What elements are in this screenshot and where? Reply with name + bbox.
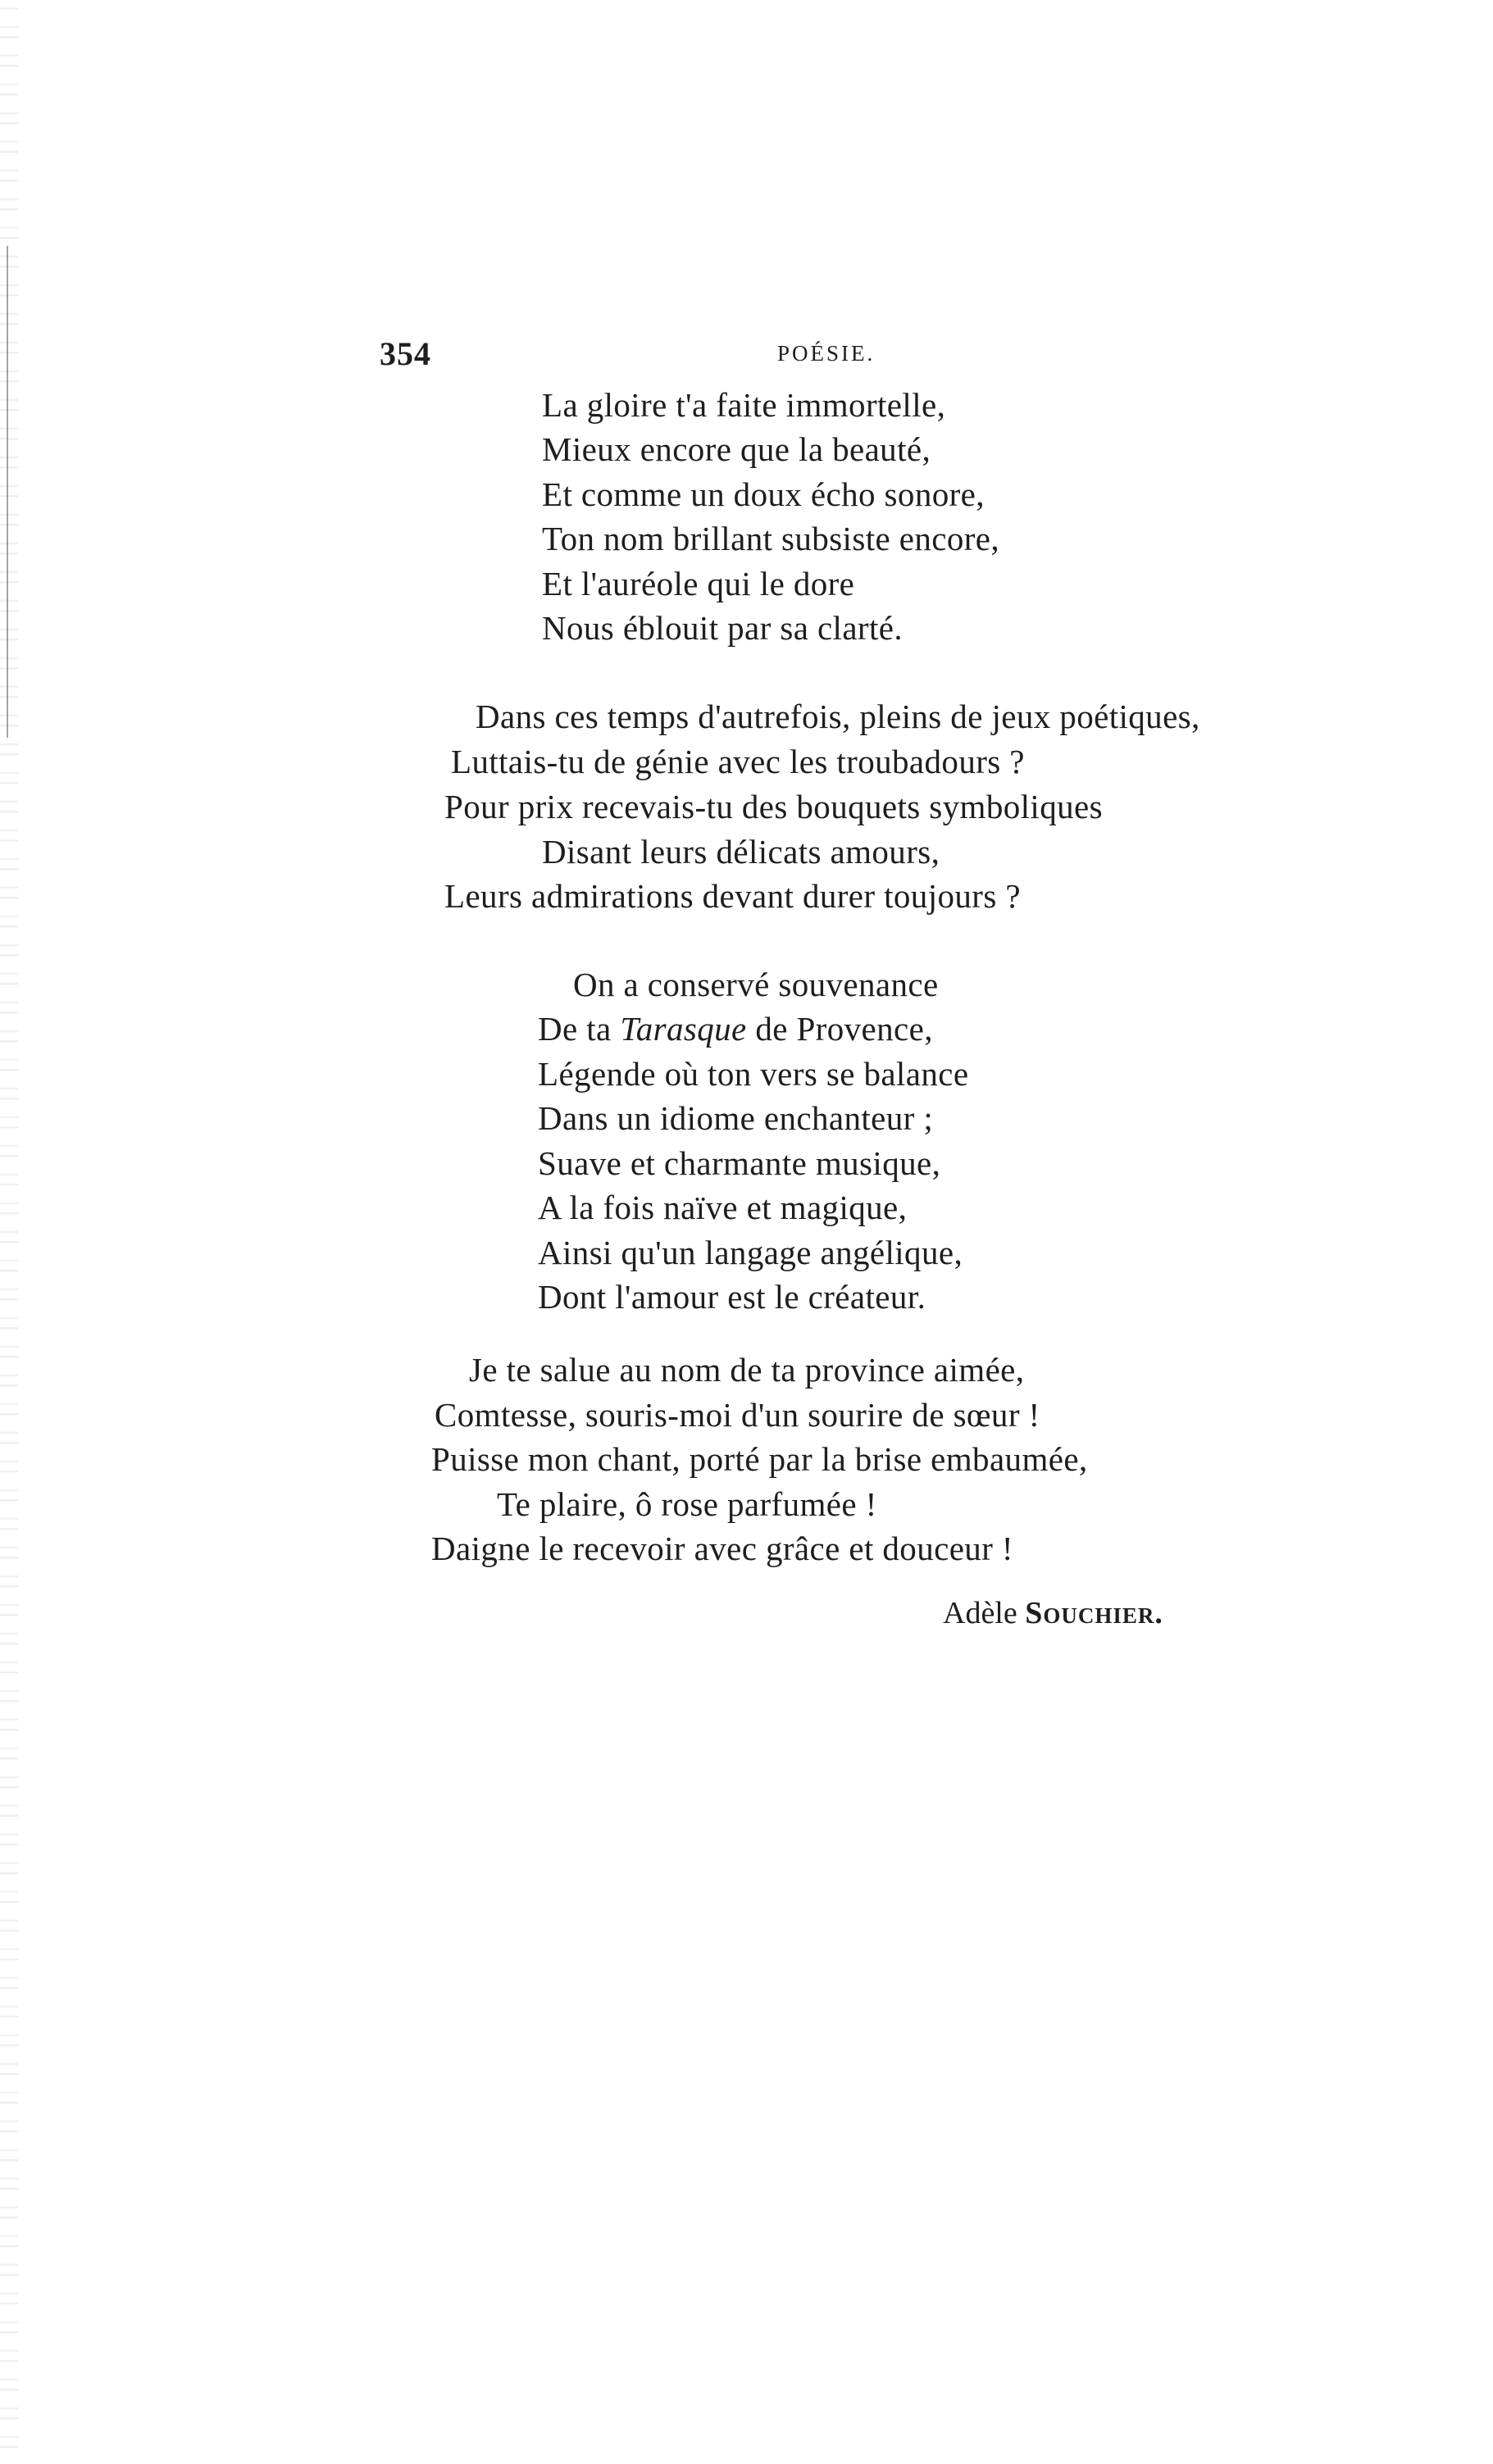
verse-line: Suave et charmante musique, [538, 1144, 941, 1182]
verse-text: De ta [538, 1010, 612, 1048]
verse-line: On a conservé souvenance [573, 966, 939, 1003]
verse-line: Pour prix recevais-tu des bouquets symboliques [444, 788, 1103, 825]
verse-line: La gloire t'a faite immortelle, [542, 386, 946, 424]
verse-line: Luttais-tu de génie avec les troubadours ? [451, 743, 1025, 780]
verse-line: Et comme un doux écho sonore, [542, 475, 985, 513]
verse-line: Nous éblouit par sa clarté. [542, 609, 904, 647]
verse-line: Dans ces temps d'autrefois, pleins de jeux poétiques, [476, 698, 1200, 735]
work-title-italic: Tarasque [620, 1010, 747, 1048]
verse-line: Mieux encore que la beauté, [542, 430, 931, 468]
verse-line: Daigne le recevoir avec grâce et douceur ! [431, 1530, 1013, 1567]
author-signature [943, 1595, 1163, 1631]
verse-line: Et l'auréole qui le dore [542, 565, 855, 602]
verse-line: Ainsi qu'un langage angélique, [538, 1234, 963, 1271]
verse-line: A la fois naïve et magique, [538, 1189, 908, 1226]
scan-edge-shadow [0, 0, 18, 2464]
verse-line: Puisse mon chant, porté par la brise embaumée, [431, 1440, 1088, 1478]
running-title: POÉSIE. [777, 341, 876, 366]
page-header [380, 334, 1199, 375]
verse-line: Dont l'amour est le créateur. [538, 1278, 926, 1316]
author-surname: Souchier. [1025, 1596, 1163, 1630]
verse-line: Leurs admirations devant durer toujours ? [444, 877, 1021, 915]
verse-line: Je te salue au nom de ta province aimée, [469, 1351, 1025, 1389]
page-number: 354 [380, 335, 431, 372]
verse-line: Légende où ton vers se balance [538, 1055, 969, 1093]
verse-line-with-title [538, 1007, 933, 1050]
author-first-name: Adèle [943, 1596, 1017, 1630]
verse-line: Disant leurs délicats amours, [542, 833, 940, 871]
verse-line: Dans un idiome enchanteur ; [538, 1099, 934, 1137]
verse-line: Comtesse, souris-moi d'un sourire de sœur ! [435, 1396, 1040, 1434]
verse-line: Te plaire, ô rose parfumée ! [497, 1485, 877, 1523]
verse-text: de Provence, [755, 1010, 933, 1048]
scan-edge-line [7, 246, 8, 738]
verse-line: Ton nom brillant subsiste encore, [542, 520, 1000, 557]
